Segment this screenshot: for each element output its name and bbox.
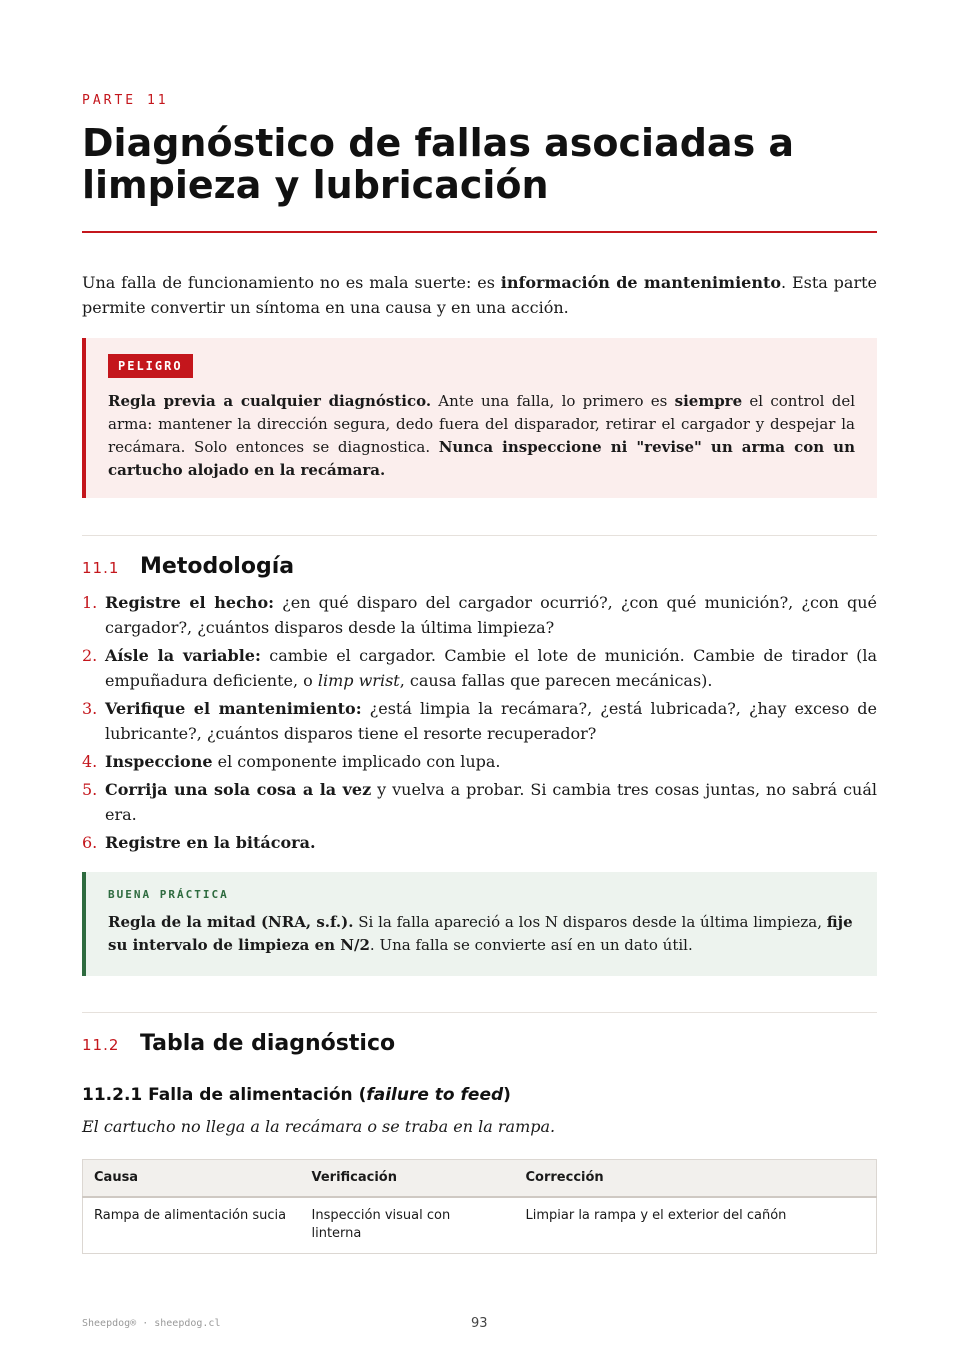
subsection-title: 11.2.1 Falla de alimentación (failure to feed): [82, 1085, 511, 1105]
section-divider: [82, 1012, 877, 1013]
column-header: Verificación: [301, 1160, 515, 1197]
best-practice-label: BUENA PRÁCTICA: [108, 888, 229, 901]
list-item: 2. Aísle la variable: cambie el cargador. Cambie el lote de munición. Cambie de tirador (la empuñadura deficiente, o limp wrist, causa fallas que parecen mecánicas).: [82, 646, 877, 690]
page-title: Diagnóstico de fallas asociadas a limpieza y lubricación: [82, 121, 795, 207]
list-item: 6. Registre en la bitácora.: [82, 833, 316, 852]
column-header: Causa: [83, 1160, 301, 1197]
section-divider: [82, 535, 877, 536]
subsection-description: El cartucho no llega a la recámara o se traba en la rampa.: [82, 1117, 556, 1136]
best-practice-text: Regla de la mitad (NRA, s.f.). Si la falla apareció a los N disparos desde la última limpieza, fije su intervalo de limpieza en N/2. Una falla se convierte así en un dato útil.: [108, 913, 853, 954]
list-item: 4. Inspeccione el componente implicado con lupa.: [82, 752, 501, 771]
list-item: 5. Corrija una sola cosa a la vez y vuelva a probar. Si cambia tres cosas juntas, no sabrá cuál era.: [82, 780, 878, 824]
table-row: [83, 1197, 877, 1254]
intro-emphasis: información de mantenimiento: [500, 273, 782, 292]
title-divider: [82, 231, 877, 233]
page-number: 93: [471, 1316, 488, 1331]
table-cell: Inspección visual con linterna: [311, 1207, 451, 1241]
part-label: PARTE 11: [82, 93, 169, 108]
list-item: 1. Registre el hecho: ¿en qué disparo del cargador ocurrió?, ¿con qué munición?, ¿con qué cargador?, ¿cuántos disparos desde la última limpieza?: [82, 593, 877, 637]
intro-paragraph: Una falla de funcionamiento no es mala suerte: es información de mantenimiento. Esta parte permite convertir un síntoma en una causa y en una acción.: [82, 273, 878, 317]
danger-callout: [82, 338, 877, 498]
table-cell: Limpiar la rampa y el exterior del cañón: [525, 1207, 787, 1223]
footer-brand: Sheepdog® · sheepdog.cl: [82, 1318, 221, 1329]
list-item: 3. Verifique el mantenimiento: ¿está limpia la recámara?, ¿está lubricada?, ¿hay exceso de lubricante?, ¿cuántos disparos tiene el resorte recuperador?: [82, 699, 877, 743]
section-title: Tabla de diagnóstico: [140, 1031, 396, 1056]
table-header-row: [83, 1160, 877, 1197]
section-heading-diagnostic-table: [82, 1031, 395, 1056]
diagnostic-table: [82, 1159, 877, 1254]
section-title: Metodología: [140, 554, 295, 579]
danger-text: Regla previa a cualquier diagnóstico. Ante una falla, lo primero es siempre el control del arma: mantener la dirección segura, dedo fuera del disparador, retirar el cargador y despejar la recámara. Solo entonces se diagnostica. Nunca inspeccione ni "revise" un arma con un cartucho alojado en la recámara.: [108, 392, 856, 479]
methodology-steps: [82, 590, 877, 858]
best-practice-callout: [82, 872, 877, 976]
section-number: 11.2: [82, 1036, 120, 1054]
section-number: 11.1: [82, 559, 120, 577]
column-header: Corrección: [515, 1160, 877, 1197]
table-cell: Rampa de alimentación sucia: [94, 1207, 287, 1223]
danger-badge: PELIGRO: [108, 354, 193, 378]
section-heading-methodology: [82, 554, 294, 579]
